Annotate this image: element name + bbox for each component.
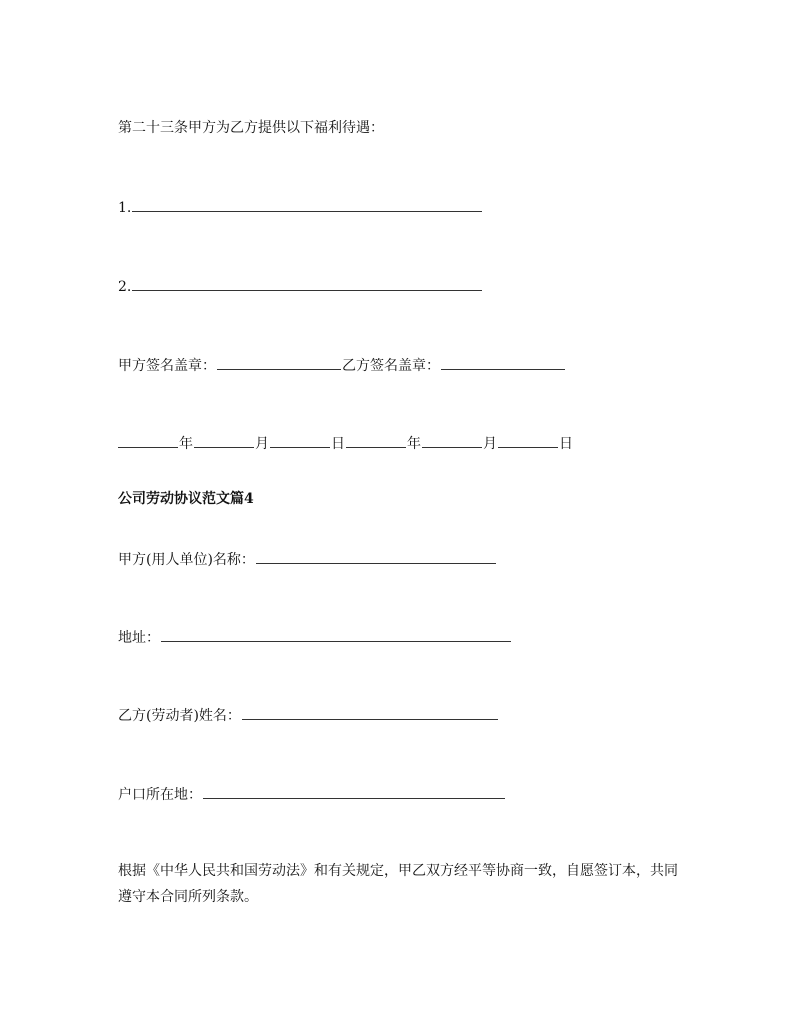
year-b-blank[interactable] — [346, 433, 406, 448]
year-a-label: 年 — [179, 436, 193, 452]
employer-name-label: 甲方(用人单位)名称： — [118, 552, 255, 568]
item-1-blank[interactable] — [132, 197, 482, 212]
contract-paragraph: 根据《中华人民共和国劳动法》和有关规定，甲乙双方经平等协商一致，自愿签订本，共同遵守本合同所列条款。 — [118, 863, 678, 905]
address-field — [118, 627, 512, 647]
item-2-blank[interactable] — [132, 276, 482, 291]
employer-name-blank[interactable] — [256, 549, 496, 564]
day-b-blank[interactable] — [498, 433, 558, 448]
party-b-signature-label: 乙方签名盖章： — [342, 358, 440, 374]
address-label: 地址： — [118, 630, 160, 646]
hukou-field — [118, 784, 506, 804]
employee-name-label: 乙方(劳动者)姓名： — [118, 708, 241, 724]
date-row — [118, 433, 573, 453]
hukou-blank[interactable] — [203, 784, 505, 799]
employee-name-field — [118, 705, 499, 725]
party-a-signature-label: 甲方签名盖章： — [118, 358, 216, 374]
month-a-blank[interactable] — [194, 433, 254, 448]
party-b-signature-blank[interactable] — [441, 355, 565, 370]
day-a-label: 日 — [331, 436, 345, 452]
month-b-blank[interactable] — [422, 433, 482, 448]
signature-row — [118, 355, 566, 375]
item-2-number: 2. — [118, 279, 132, 295]
hukou-label: 户口所在地： — [118, 787, 202, 803]
year-a-blank[interactable] — [118, 433, 178, 448]
benefit-item-2 — [118, 276, 483, 296]
year-b-label: 年 — [407, 436, 421, 452]
benefit-item-1 — [118, 197, 483, 217]
party-a-signature-blank[interactable] — [217, 355, 341, 370]
employee-name-blank[interactable] — [242, 705, 498, 720]
address-blank[interactable] — [161, 627, 511, 642]
month-b-label: 月 — [483, 436, 497, 452]
section-title: 公司劳动协议范文篇4 — [118, 491, 254, 507]
employer-name-field — [118, 549, 497, 569]
day-b-label: 日 — [559, 436, 573, 452]
article-23-text: 第二十三条甲方为乙方提供以下福利待遇： — [118, 120, 384, 136]
item-1-number: 1. — [118, 200, 132, 216]
day-a-blank[interactable] — [270, 433, 330, 448]
month-a-label: 月 — [255, 436, 269, 452]
